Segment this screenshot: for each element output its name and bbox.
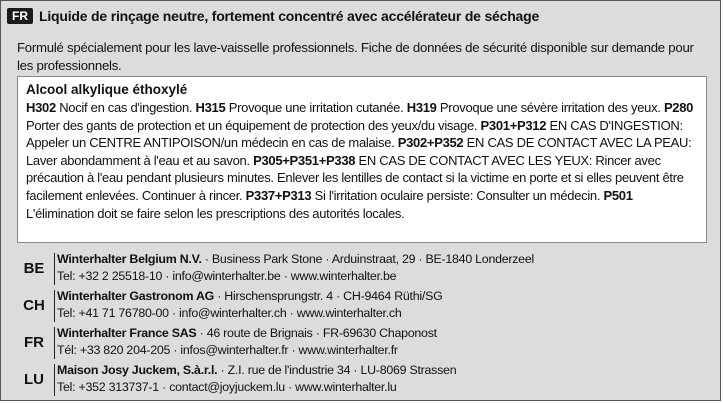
contact-info xyxy=(57,251,534,285)
hazard-code: H302 xyxy=(26,100,56,115)
country-code: BE xyxy=(23,259,45,277)
hazard-text: Provoque une irritation cutanée. xyxy=(225,100,407,115)
company-address: · 46 route de Brignais · FR-69630 Chaponost xyxy=(196,326,437,340)
hazard-text: EN CAS DE CONTACT AVEC LA PEAU: Laver abondamment à l'eau et au savon. xyxy=(26,135,692,168)
contact-details: Tel: +32 2 25518-10 · info@winterhalter.be · www.winterhalter.be xyxy=(57,269,397,283)
language-badge: FR xyxy=(7,8,33,24)
contact-row xyxy=(17,325,707,362)
country-code: LU xyxy=(24,370,44,388)
product-description: Formulé spécialement pour les lave-vaisselle professionnels. Fiche de données de sécurité disponible sur demande pour les professionnels. xyxy=(17,40,694,73)
country-code: CH xyxy=(23,296,45,314)
divider xyxy=(54,364,55,396)
hazard-text: Si l'irritation oculaire persiste: Consulter un médecin. xyxy=(311,187,604,203)
divider xyxy=(54,327,55,359)
hazard-text: Nocif en cas d'ingestion. xyxy=(55,100,196,115)
company-name: Winterhalter Gastronom AG xyxy=(57,289,215,303)
company-address: · Hirschensprungstr. 4 · CH-9464 Rüthi/SG xyxy=(214,289,443,303)
hazard-text: Porter des gants de protection et un équipement de protection des yeux/du visage. xyxy=(26,117,481,133)
contact-details: Tél: +33 820 204-205 · infos@winterhalter.fr · www.winterhalter.fr xyxy=(57,343,398,357)
hazard-code: P305+P351+P338 xyxy=(253,152,356,168)
contact-list xyxy=(17,251,707,399)
contact-row xyxy=(17,288,707,325)
hazard-substance: Alcool alkylique éthoxylé xyxy=(26,82,188,97)
hazard-code: P301+P312 xyxy=(480,117,547,133)
company-name: Winterhalter Belgium N.V. xyxy=(57,252,202,266)
contact-info xyxy=(57,325,437,359)
contact-details: Tel: +41 71 76780-00 · info@winterhalter.ch · www.winterhalter.ch xyxy=(57,306,402,320)
hazard-code: P501 xyxy=(603,187,633,203)
hazard-statements xyxy=(26,99,699,222)
contact-details: Tel: +352 313737-1 · contact@joyjuckem.lu · www.winterhalter.lu xyxy=(57,380,397,394)
divider xyxy=(54,253,55,285)
hazard-text: L'élimination doit se faire selon les prescriptions des autorités locales. xyxy=(26,205,405,221)
label-header xyxy=(7,8,714,26)
hazard-box xyxy=(17,76,707,243)
company-name: Maison Josy Juckem, S.à.r.l. xyxy=(57,363,218,377)
hazard-text: EN CAS DE CONTACT AVEC LES YEUX: Rincer avec précaution à l'eau pendant plusieurs minutes. Enlever les lentilles de contact si la victime en porte et si elles peuvent être facilement enlevées. Continuer à rincer. xyxy=(26,152,684,203)
hazard-code: P302+P352 xyxy=(397,135,464,151)
hazard-code: H319 xyxy=(406,100,437,115)
hazard-code: P337+P313 xyxy=(245,187,312,203)
hazard-text: Provoque une sévère irritation des yeux. xyxy=(436,100,664,115)
company-address: · Z.I. rue de l'industrie 34 · LU-8069 Strassen xyxy=(217,363,457,377)
hazard-code: H315 xyxy=(195,100,226,115)
hazard-text: EN CAS D'INGESTION: Appeler un CENTRE ANTIPOISON/un médecin en cas de malaise. xyxy=(26,117,683,151)
divider xyxy=(54,290,55,322)
contact-row xyxy=(17,362,707,399)
contact-info xyxy=(57,288,443,322)
contact-row xyxy=(17,251,707,288)
country-code: FR xyxy=(24,333,44,351)
company-address: · Business Park Stone · Arduinstraat, 29 · BE-1840 Londerzeel xyxy=(201,252,534,266)
company-name: Winterhalter France SAS xyxy=(57,326,197,340)
contact-info xyxy=(57,362,456,396)
hazard-code: P280 xyxy=(663,100,694,115)
product-title: Liquide de rinçage neutre, fortement concentré avec accélérateur de séchage xyxy=(39,8,540,24)
